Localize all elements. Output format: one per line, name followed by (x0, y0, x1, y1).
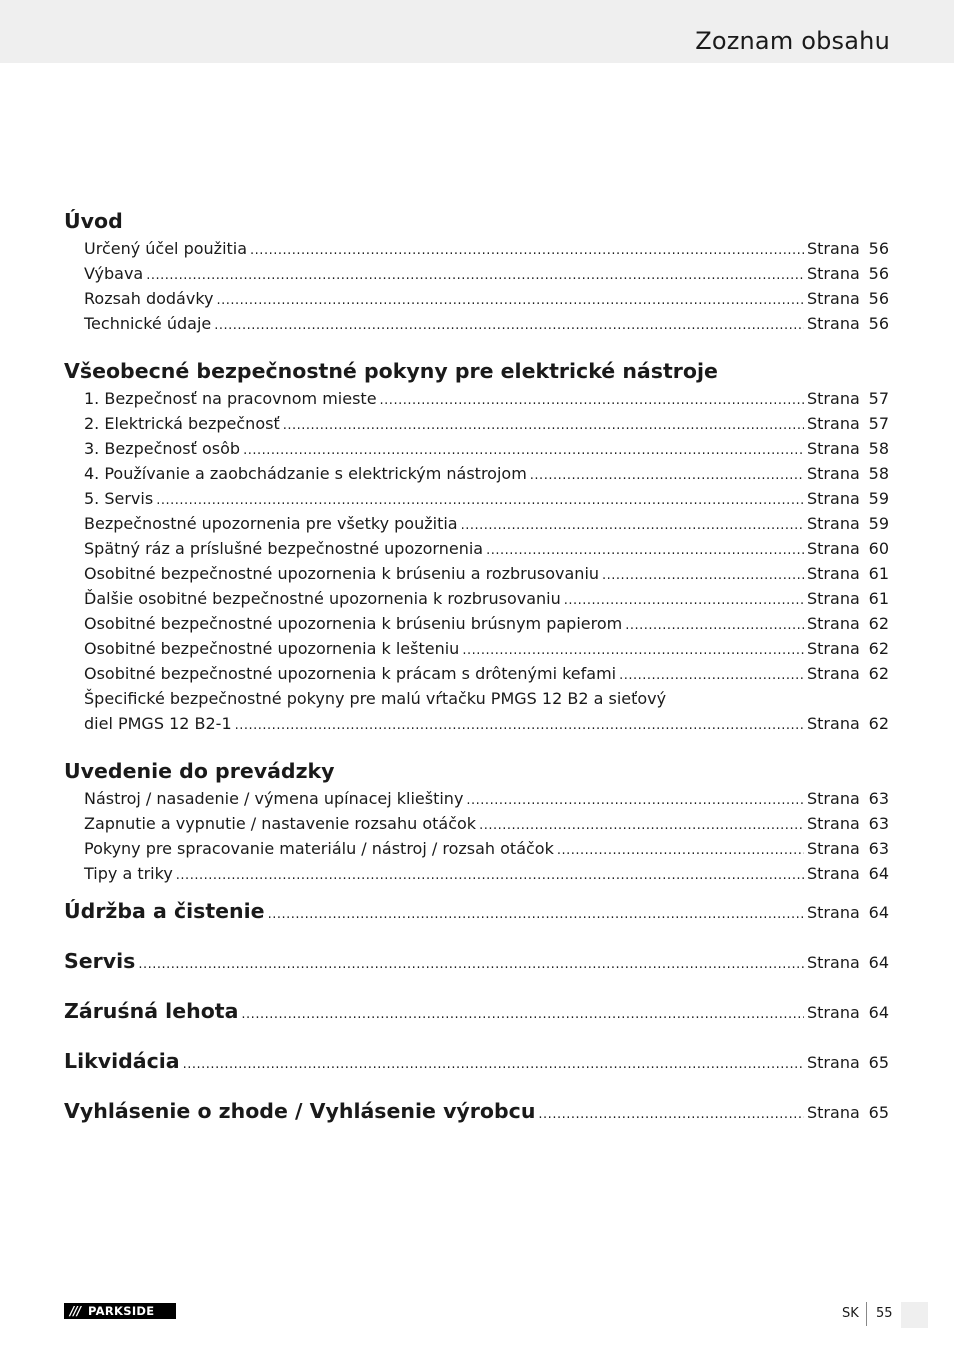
logo-stripes: /// (69, 1304, 81, 1318)
toc-heading-entry[interactable] (64, 1086, 889, 1136)
strana-label: Strana (807, 239, 860, 258)
entry-heading: Vyhlásenie o zhode / Vyhlásenie výrobcu (64, 1099, 536, 1123)
leader-dots (466, 788, 804, 813)
leader-dots (625, 613, 804, 638)
toc-entry[interactable] (64, 286, 889, 311)
leader-dots (538, 1090, 804, 1140)
toc-entry[interactable] (64, 611, 889, 636)
strana-label: Strana (807, 1053, 860, 1072)
entry-title: Osobitné bezpečnostné upozornenia k prácam s drôtenými kefami (84, 664, 617, 683)
strana-label: Strana (807, 903, 860, 922)
entry-heading: Servis (64, 949, 136, 973)
leader-dots (156, 488, 804, 513)
toc-entry[interactable] (64, 561, 889, 586)
toc-entry[interactable] (64, 786, 889, 811)
strana-label: Strana (807, 414, 860, 433)
page-number: 62 (868, 639, 889, 658)
toc-entry[interactable] (64, 836, 889, 861)
toc-entry[interactable] (64, 636, 889, 661)
entry-title: 1. Bezpečnosť na pracovnom mieste (84, 389, 377, 408)
toc-entry[interactable] (64, 811, 889, 836)
strana-label: Strana (807, 664, 860, 683)
entry-title: 3. Bezpečnosť osôb (84, 439, 241, 458)
leader-dots (243, 438, 804, 463)
entry-title: Nástroj / nasadenie / výmena upínacej klieštiny (84, 789, 464, 808)
strana-label: Strana (807, 314, 860, 333)
leader-dots (268, 890, 804, 940)
leader-dots (486, 538, 804, 563)
strana-label: Strana (807, 953, 860, 972)
leader-dots (214, 313, 804, 338)
toc-entry-multiline-first[interactable]: Špecifické bezpečnostné pokyny pre malú vŕtačku PMGS 12 B2 a sieťový (84, 689, 667, 708)
toc-heading-entry[interactable] (64, 886, 889, 936)
toc-entry[interactable] (64, 411, 889, 436)
page-number: 60 (868, 539, 889, 558)
section-heading: Uvedenie do prevádzky (64, 759, 335, 783)
entry-title: 2. Elektrická bezpečnosť (84, 414, 280, 433)
leader-dots (183, 1040, 804, 1090)
leader-dots (176, 863, 804, 888)
page-number: 63 (868, 839, 889, 858)
entry-heading: Likvidácia (64, 1049, 180, 1073)
page-number: 59 (868, 514, 889, 533)
toc-entry[interactable] (64, 511, 889, 536)
entry-title: diel PMGS 12 B2-1 (84, 714, 232, 733)
section-gap (64, 736, 889, 756)
entry-title: Osobitné bezpečnostné upozornenia k brúseniu brúsnym papierom (84, 614, 623, 633)
page-number: 61 (868, 589, 889, 608)
leader-dots (380, 388, 804, 413)
strana-label: Strana (807, 464, 860, 483)
logo-text: PARKSIDE (88, 1304, 155, 1318)
toc-section-bezpecnost (64, 356, 889, 736)
entry-title: Ďalšie osobitné bezpečnostné upozornenia k rozbrusovaniu (84, 589, 561, 608)
strana-label: Strana (807, 814, 860, 833)
entry-title: Určený účel použitia (84, 239, 248, 258)
leader-dots (479, 813, 804, 838)
page-number: 63 (868, 789, 889, 808)
strana-label: Strana (807, 264, 860, 283)
leader-dots (138, 940, 804, 990)
toc-entry[interactable] (64, 311, 889, 336)
entry-title: Technické údaje (84, 314, 212, 333)
strana-label: Strana (807, 1103, 860, 1122)
page-number: 56 (868, 314, 889, 333)
leader-dots (462, 638, 804, 663)
leader-dots (602, 563, 804, 588)
toc-section-uvedenie (64, 756, 889, 886)
entry-title: Tipy a triky (84, 864, 173, 883)
page-number: 62 (868, 714, 889, 733)
toc-entry[interactable] (64, 486, 889, 511)
entry-title: 5. Servis (84, 489, 154, 508)
toc-entry[interactable] (64, 586, 889, 611)
page-number: 64 (868, 903, 889, 922)
page-number: 63 (868, 814, 889, 833)
strana-label: Strana (807, 289, 860, 308)
toc-entry[interactable] (64, 386, 889, 411)
page-number: 56 (868, 289, 889, 308)
leader-dots (235, 713, 804, 738)
table-of-contents (64, 206, 889, 1136)
toc-heading-entry[interactable] (64, 936, 889, 986)
toc-entry[interactable] (64, 536, 889, 561)
toc-entry[interactable] (64, 661, 889, 686)
strana-label: Strana (807, 639, 860, 658)
footer-divider (866, 1302, 867, 1326)
strana-label: Strana (807, 439, 860, 458)
entry-title: Bezpečnostné upozornenia pre všetky použitia (84, 514, 458, 533)
toc-entry[interactable] (64, 711, 889, 736)
strana-label: Strana (807, 514, 860, 533)
page-number: 58 (868, 464, 889, 483)
entry-title: Zapnutie a vypnutie / nastavenie rozsahu otáčok (84, 814, 477, 833)
page-number: 62 (868, 664, 889, 683)
leader-dots (241, 990, 804, 1040)
leader-dots (564, 588, 804, 613)
page-number: 62 (868, 614, 889, 633)
section-heading: Všeobecné bezpečnostné pokyny pre elektrické nástroje (64, 359, 718, 383)
page-number: 57 (868, 389, 889, 408)
strana-label: Strana (807, 839, 860, 858)
leader-dots (283, 413, 804, 438)
toc-entry[interactable] (64, 236, 889, 261)
strana-label: Strana (807, 389, 860, 408)
toc-entry[interactable] (64, 436, 889, 461)
toc-entry[interactable] (64, 861, 889, 886)
page-number: 64 (868, 953, 889, 972)
toc-entry[interactable] (64, 461, 889, 486)
toc-section-uvod (64, 206, 889, 336)
leader-dots (530, 463, 804, 488)
footer-tab-marker (901, 1302, 928, 1328)
page-title: Zoznam obsahu (695, 27, 890, 55)
leader-dots (557, 838, 804, 863)
leader-dots (217, 288, 805, 313)
page-number: 65 (868, 1103, 889, 1122)
strana-label: Strana (807, 614, 860, 633)
page-number: 64 (868, 1003, 889, 1022)
section-gap (64, 336, 889, 356)
toc-entry[interactable] (64, 261, 889, 286)
entry-title: Výbava (84, 264, 144, 283)
page-number: 61 (868, 564, 889, 583)
strana-label: Strana (807, 489, 860, 508)
toc-heading-entry[interactable] (64, 1036, 889, 1086)
page-number: 57 (868, 414, 889, 433)
entry-heading: Údržba a čistenie (64, 899, 265, 923)
entry-title: Rozsah dodávky (84, 289, 214, 308)
strana-label: Strana (807, 564, 860, 583)
strana-label: Strana (807, 864, 860, 883)
page-number-footer: 55 (876, 1306, 893, 1321)
language-code: SK (842, 1306, 859, 1321)
leader-dots (250, 238, 804, 263)
page-number: 56 (868, 239, 889, 258)
page-number: 59 (868, 489, 889, 508)
entry-title: Osobitné bezpečnostné upozornenia k brúseniu a rozbrusovaniu (84, 564, 600, 583)
page-number: 56 (868, 264, 889, 283)
page-number: 64 (868, 864, 889, 883)
entry-title: Pokyny pre spracovanie materiálu / nástroj / rozsah otáčok (84, 839, 554, 858)
strana-label: Strana (807, 539, 860, 558)
leader-dots (146, 263, 804, 288)
strana-label: Strana (807, 589, 860, 608)
entry-title: Osobitné bezpečnostné upozornenia k lešteniu (84, 639, 460, 658)
toc-heading-entry[interactable] (64, 986, 889, 1036)
page-number: 58 (868, 439, 889, 458)
parkside-logo (64, 1303, 176, 1319)
entry-title: 4. Používanie a zaobchádzanie s elektrickým nástrojom (84, 464, 527, 483)
entry-heading: Záruśná lehota (64, 999, 239, 1023)
entry-title: Spätný ráz a príslušné bezpečnostné upozornenia (84, 539, 484, 558)
section-heading: Úvod (64, 209, 123, 233)
page-number: 65 (868, 1053, 889, 1072)
leader-dots (619, 663, 804, 688)
strana-label: Strana (807, 789, 860, 808)
strana-label: Strana (807, 714, 860, 733)
leader-dots (461, 513, 804, 538)
strana-label: Strana (807, 1003, 860, 1022)
